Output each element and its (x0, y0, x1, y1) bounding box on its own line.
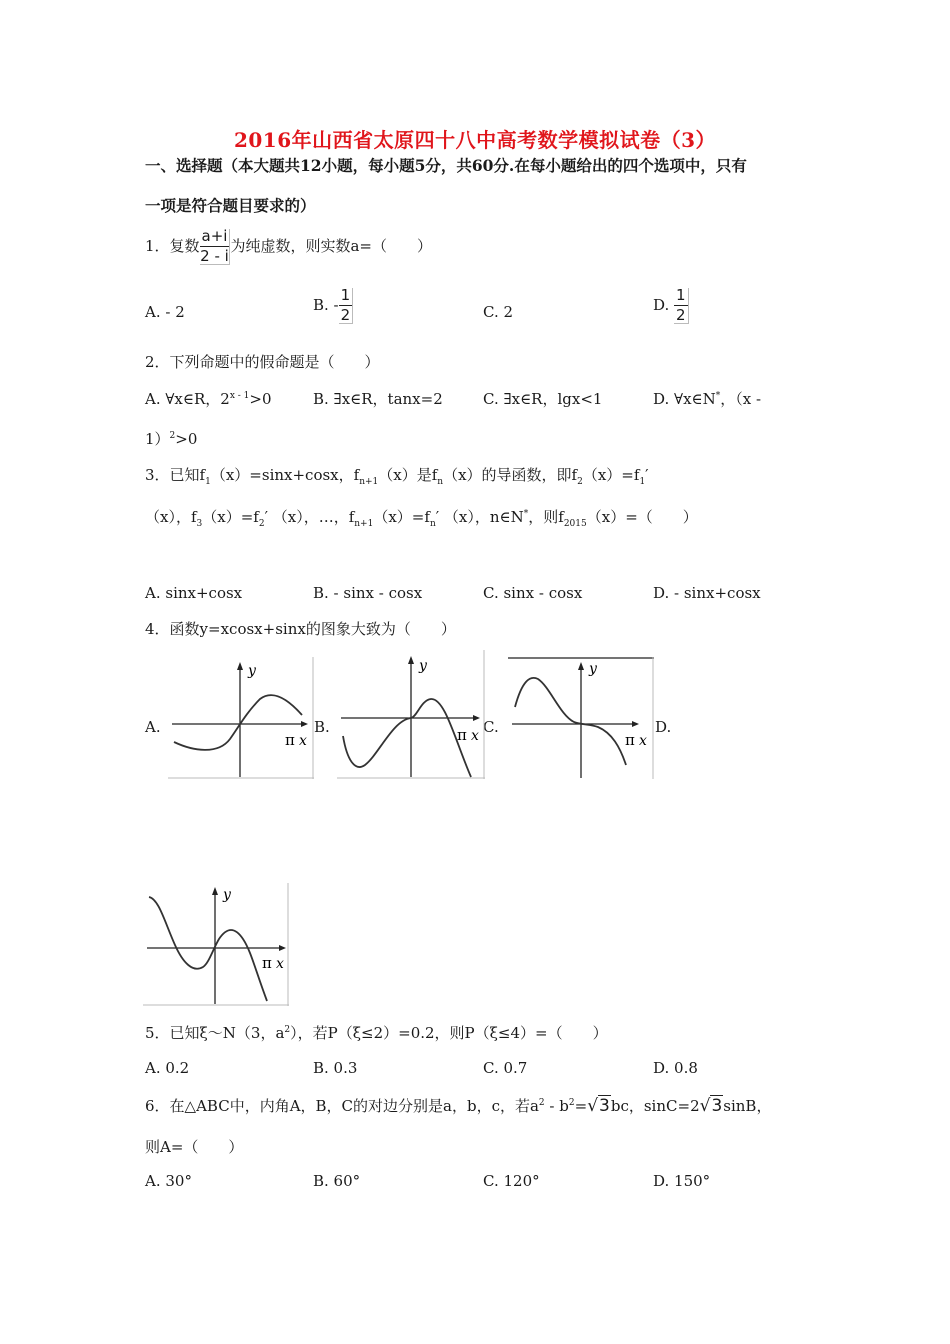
graph-d-x-label: x (276, 956, 284, 972)
q4-label-d: D. (655, 718, 672, 736)
graph-d-y-label: y (223, 887, 231, 903)
q5-option-d: D. 0.8 (653, 1059, 698, 1077)
q2-option-c: C. ∃x∈R，lgx<1 (483, 390, 603, 408)
question-1 (145, 229, 432, 265)
q1-stem-tail: 为纯虚数，则实数a=（ ） (230, 237, 432, 255)
question-6-line2: 则A=（ ） (145, 1138, 244, 1156)
q4-label-b: B. (314, 718, 330, 736)
q1-number: 1．复数 (145, 237, 200, 255)
q4-graph-b (337, 650, 485, 779)
q5-option-a: A. 0.2 (145, 1059, 190, 1077)
q3-option-a: A. sinx+cosx (145, 584, 243, 602)
graph-a-y-label: y (248, 663, 256, 679)
question-3-line2: （x），$f_3(x)=f_2'$ （x），…，$f_{n+1}(x)=f_n'$ （x），n∈N*，则$f_{2015}(x)=$（ ） (145, 508, 698, 529)
q5-option-b: B. 0.3 (313, 1059, 358, 1077)
q1-fraction (200, 229, 231, 265)
sqrt-3-second: √3 (699, 1096, 723, 1116)
q6-option-c: C. 120° (483, 1172, 540, 1190)
q3-option-c: C. sinx - cosx (483, 584, 583, 602)
q2-option-d-continued: 1）$^2$>0 (145, 430, 198, 448)
q1-option-b-fraction: $\frac{1}{2}$ (339, 288, 354, 324)
q4-label-c: C. (483, 718, 499, 736)
graph-b-y-label: y (419, 658, 427, 674)
section-heading-line2: 一项是符合题目要求的） (145, 196, 316, 215)
q2-option-a: A. ∀x∈R，$2^{x - 1}>0$ (145, 390, 272, 408)
question-3-line1: 3．已知$f_1(x)=\sin x+\cos x$，$f_{n+1}(x)$是$f_n(x)$的导函数，即$f_2(x)=f_1'$ (145, 466, 649, 487)
q4-graph-d (143, 883, 289, 1006)
q1-option-d-fraction: $\frac{1}{2}$ (674, 288, 689, 324)
q4-graph-a (168, 657, 314, 779)
q3-option-b: B. - sinx - cosx (313, 584, 423, 602)
q5-option-c: C. 0.7 (483, 1059, 528, 1077)
q1-option-c: C. 2 (483, 303, 514, 321)
sqrt-3-first: √3 (587, 1096, 610, 1116)
q2-option-b: B. ∃x∈R，tanx=2 (313, 390, 443, 408)
graph-b-x-label: x (471, 728, 479, 744)
graph-a-pi-label: π (285, 731, 295, 749)
question-4: 4．函数y=xcosx+sinx的图象大致为（ ） (145, 620, 456, 638)
graph-c-pi-label: π (625, 731, 635, 749)
graph-d-pi-label: π (262, 954, 272, 972)
graph-c-y-label: y (589, 661, 597, 677)
q1-fraction-numerator: a+i (201, 227, 228, 245)
graph-b-pi-label: π (457, 726, 467, 744)
q6-option-d: D. 150° (653, 1172, 711, 1190)
question-5: 5．已知ξ～N（3，$a^2$），若P（ξ≤2）=0.2，则P（ξ≤4）=（ ） (145, 1024, 608, 1042)
q3-option-d: D. - sinx+cosx (653, 584, 761, 602)
q1-option-a: A. - 2 (145, 303, 185, 321)
graph-c-x-label: x (639, 733, 647, 749)
page-title: 2016年山西省太原四十八中高考数学模拟试卷（3） (233, 128, 717, 152)
q1-option-b: B. - $\frac{1}{2}$ (313, 288, 353, 324)
q1-option-d: D. $\frac{1}{2}$ (653, 288, 689, 324)
q4-graph-c (508, 657, 654, 779)
q4-label-a: A. (145, 718, 161, 736)
q6-option-a: A. 30° (145, 1172, 192, 1190)
q6-option-b: B. 60° (313, 1172, 361, 1190)
q2-option-d: D. ∀x∈N*，（x - (653, 390, 762, 408)
q1-fraction-denominator: 2 - i (200, 247, 229, 265)
section-heading-line1: 一、选择题（本大题共12小题，每小题5分，共60分.在每小题给出的四个选项中，只有 (145, 156, 747, 175)
graph-a-x-label: x (299, 733, 307, 749)
question-6-line1: 6．在△ABC中，内角A，B，C的对边分别是a，b，c，若$a^2 - b^2=√3bc$，sinC=2√3sinB， (145, 1096, 772, 1116)
question-2: 2．下列命题中的假命题是（ ） (145, 353, 380, 371)
